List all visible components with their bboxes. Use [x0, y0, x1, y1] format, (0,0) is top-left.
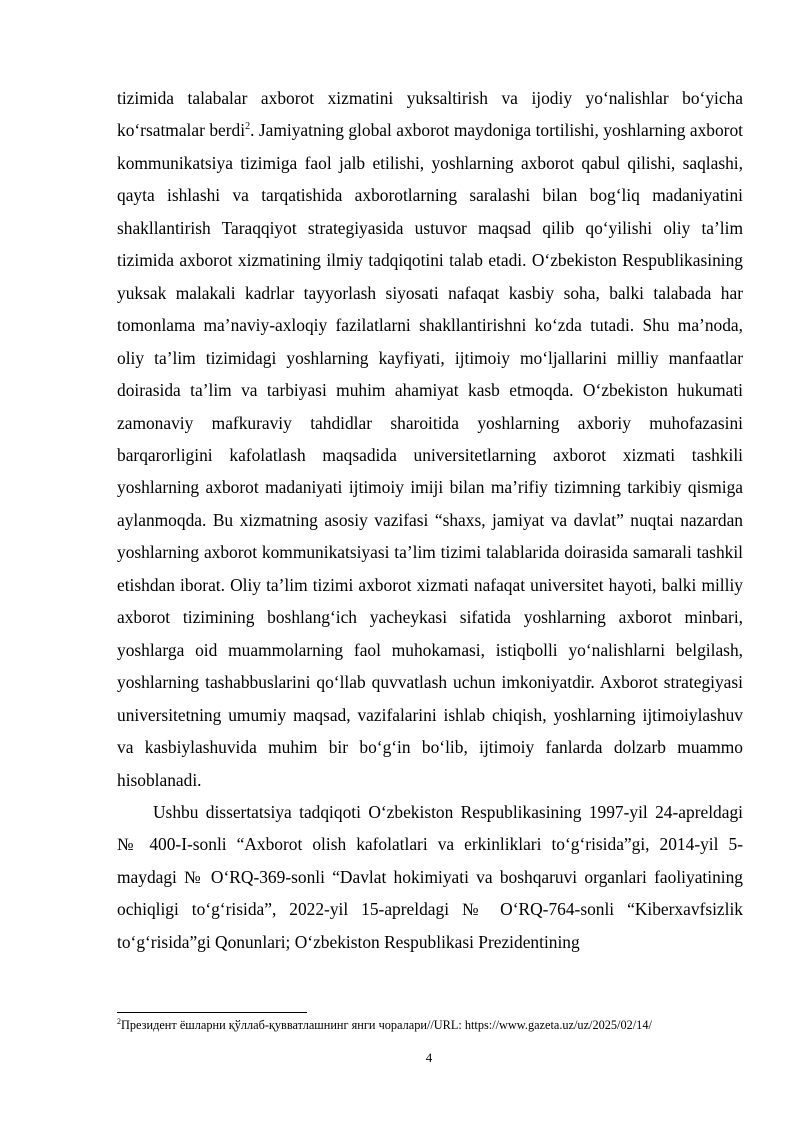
paragraph-text: . Jamiyatning global axborot maydoniga tortilishi, yoshlarning axborot kommunikatsiya tizimiga faol jalb etilishi, yoshlarning axborot qabul qilishi, saqlashi, qayta ishlashi va tarqatishida axborotlarning saralashi bilan bog‘liq madaniyatini shakllantirish Taraqqiyot strategiyasida ustuvor maqsad qilib qo‘yilishi oliy ta’lim tizimida axborot xizmatining ilmiy tadqiqotini talab etadi. O‘zbekiston Respublikasining yuksak malakali kadrlar tayyorlash siyosati nafaqat kasbiy soha, balki talabada har tomonlama ma’naviy-axloqiy fazilatlarni shakllantirishni ko‘zda tutadi. Shu ma’noda, oliy ta’lim tizimidagi yoshlarning kayfiyati, ijtimoiy mo‘ljallarini milliy manfaatlar doirasida ta’lim va tarbiyasi muhim ahamiyat kasb etmoqda. O‘zbekiston hukumati zamonaviy mafkuraviy tahdidlar sharoitida yoshlarning axboriy muhofazasini barqarorligini kafolatlash maqsadida universitetlarning axborot xizmati tashkili yoshlarning axborot madaniyati ijtimoiy imiji bilan ma’rifiy tizimning tarkibiy qismiga aylanmoqda. Bu xizmatning asosiy vazifasi “shaxs, jamiyat va davlat” nuqtai nazardan yoshlarning axborot kommunikatsiyasi ta’lim tizimi talablarida doirasida samarali tashkil etishdan iborat. Oliy ta’lim tizimi axborot xizmati nafaqat universitet hayoti, balki milliy axborot tizimining boshlang‘ich yacheykasi sifatida yoshlarning axborot minbari, yoshlarga oid muammolarning faol muhokamasi, istiqbolli yo‘nalishlarni belgilash, yoshlarning tashabbuslarini qo‘llab quvvatlash uchun imkoniyatdir. Axborot strategiyasi universitetning umumiy maqsad, vazifalarini ishlab chiqish, yoshlarning ijtimoiylashuv va kasbiylashuvida muhim bir bo‘g‘in bo‘lib, ijtimoiy fanlarda dolzarb muammo hisoblanadi. — [117, 120, 743, 790]
paragraph-text: tizimida talabalar axborot xizmatini yuksaltirish va ijodiy yo‘nalishlar bo‘yicha ko‘rsatmalar berdi — [117, 88, 743, 141]
footnote-reference[interactable]: 2 — [245, 121, 251, 133]
paragraph — [117, 82, 743, 796]
footnote-number: 2 — [117, 1016, 121, 1026]
footnote-text: Президент ёшларни қўллаб-қувватлашнинг янги чоралари//URL: https://www.gazeta.uz/uz/2025/02/14/ — [121, 1018, 652, 1032]
body-text — [117, 82, 743, 958]
page-number: 4 — [425, 1050, 433, 1065]
footnote-divider — [117, 1012, 307, 1013]
paragraph: Ushbu dissertatsiya tadqiqoti O‘zbekiston Respublikasining 1997-yil 24-apreldagi № 400-I-sonli “Axborot olish kafolatlari va erkinliklari to‘g‘risida”gi, 2014-yil 5-maydagi № O‘RQ-369-sonli “Davlat hokimiyati va boshqaruvi organlari faoliyatining ochiqligi to‘g‘risida”, 2022-yil 15-apreldagi № O‘RQ-764-sonli “Kiberxavfsizlik to‘g‘risida”gi Qonunlari; O‘zbekiston Respublikasi Prezidentining — [117, 801, 743, 952]
footnote — [117, 1017, 757, 1033]
